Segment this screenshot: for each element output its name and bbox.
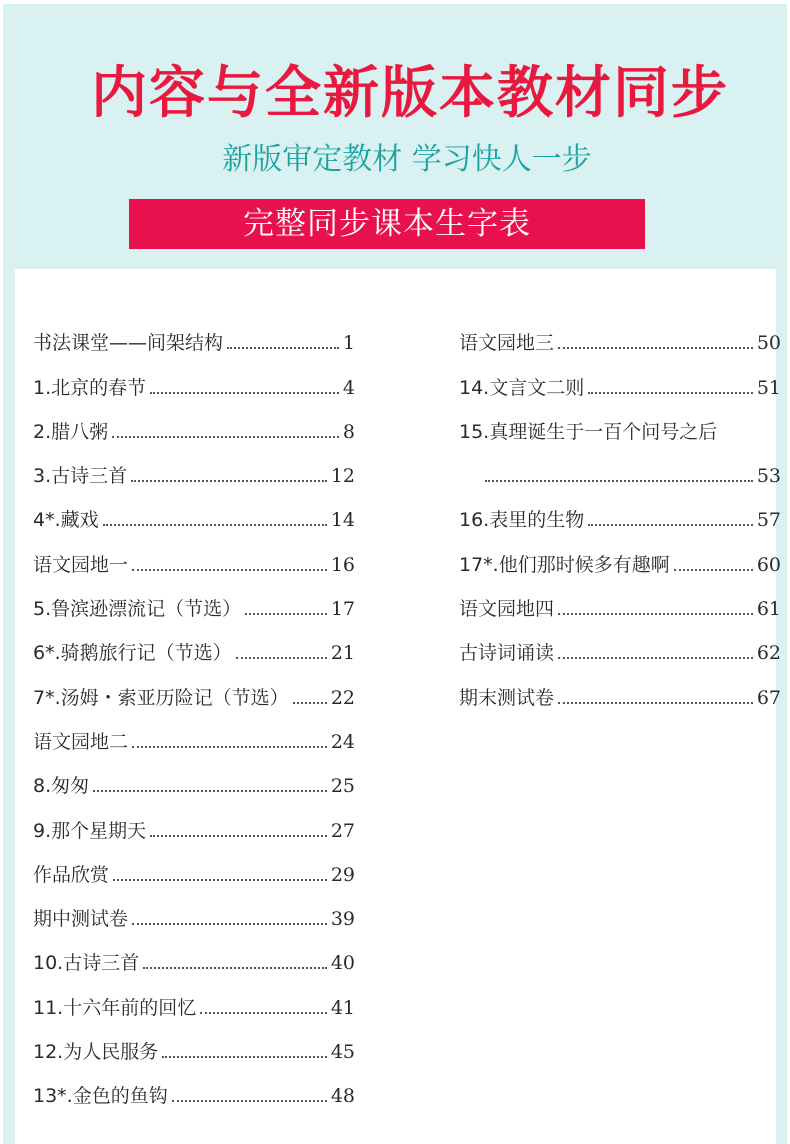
leader-dots [93,789,327,792]
toc-entry-page: 51 [756,376,781,399]
leader-dots [236,656,327,659]
banner: 完整同步课本生字表 [129,199,645,249]
toc-entry-page: 21 [330,642,355,665]
leader-dots [132,922,327,925]
toc-entry-page: 60 [756,553,781,576]
toc-entry-page: 16 [330,553,355,576]
toc-entry-label: 3.古诗三首 [33,465,128,488]
toc-left-column [33,314,355,1111]
toc-entry-label: 语文园地一 [33,553,129,576]
leader-dots [293,701,327,704]
toc-entry-label: 8.匆匆 [33,775,90,798]
toc-entry[interactable] [459,580,781,624]
leader-dots [558,656,753,659]
leader-dots [150,834,327,837]
leader-dots [132,745,327,748]
toc-entry-label: 语文园地二 [33,730,129,753]
toc-entry[interactable] [459,358,781,402]
toc-entry[interactable] [33,535,355,579]
leader-dots [162,1055,327,1058]
toc-entry-label: 12.为人民服务 [33,1041,159,1064]
toc-entry-page: 50 [756,332,781,355]
toc-entry-label: 期末测试卷 [459,686,555,709]
toc-entry-label: 14.文言文二则 [459,376,585,399]
toc-entry[interactable] [33,890,355,934]
toc-entry-page: 17 [330,598,355,621]
toc-entry-page: 67 [756,686,781,709]
toc-entry[interactable] [33,1023,355,1067]
toc-entry-page: 14 [330,509,355,532]
leader-dots [112,435,339,438]
toc-entry-label: 古诗词诵读 [459,642,555,665]
page-subtitle: 新版审定教材 学习快人一步 [222,142,592,177]
leader-dots [245,612,327,615]
toc-entry[interactable] [33,1067,355,1111]
toc-right-column [459,314,781,713]
toc-entry-page: 12 [330,465,355,488]
toc-entry-page: 25 [330,775,355,798]
toc-entry-page: 41 [330,996,355,1019]
leader-dots [150,391,339,394]
toc-entry[interactable] [33,403,355,447]
toc-entry-label: 7*.汤姆・索亚历险记（节选） [33,686,289,709]
toc-entry[interactable] [33,447,355,491]
toc-entry[interactable] [33,580,355,624]
leader-dots [103,523,327,526]
leader-dots [227,346,339,349]
toc-entry-page: 57 [756,509,781,532]
toc-entry-label: 4*.藏戏 [33,509,99,532]
leader-dots [558,612,753,615]
toc-entry-label: 16.表里的生物 [459,509,585,532]
leader-dots [588,523,753,526]
toc-entry-page: 62 [756,642,781,665]
toc-entry[interactable] [33,978,355,1022]
toc-entry-page: 1 [342,332,355,355]
toc-entry[interactable] [459,403,781,447]
toc-entry-page: 29 [330,863,355,886]
page-title: 内容与全新版本教材同步 [91,61,729,126]
toc-entry[interactable] [33,934,355,978]
toc-entry-page: 48 [330,1085,355,1108]
toc-entry-page: 27 [330,819,355,842]
toc-entry-page: 22 [330,686,355,709]
leader-dots [674,568,753,571]
toc-entry-continuation[interactable] [459,447,781,491]
toc-entry[interactable] [459,535,781,579]
leader-dots [200,1011,327,1014]
leader-dots [172,1099,327,1102]
leader-dots [558,701,753,704]
toc-entry-page: 61 [756,598,781,621]
toc-entry-label: 语文园地四 [459,598,555,621]
leader-dots [131,479,327,482]
toc-entry-page: 4 [342,376,355,399]
toc-entry-label: 期中测试卷 [33,908,129,931]
toc-entry[interactable] [33,801,355,845]
toc-entry[interactable] [459,668,781,712]
toc-entry-label: 书法课堂——间架结构 [33,332,224,355]
toc-entry-page: 39 [330,908,355,931]
toc-entry[interactable] [33,713,355,757]
toc-entry-page: 24 [330,730,355,753]
toc-entry-label: 作品欣赏 [33,863,110,886]
toc-entry-page: 8 [342,420,355,443]
toc-entry-label: 2.腊八粥 [33,420,109,443]
toc-entry[interactable] [33,314,355,358]
leader-dots [132,568,327,571]
leader-dots [558,346,753,349]
toc-entry-label: 1.北京的春节 [33,376,147,399]
toc-entry-label: 15.真理诞生于一百个问号之后 [459,420,718,443]
toc-entry[interactable] [459,624,781,668]
leader-dots [588,391,753,394]
toc-entry-label: 11.十六年前的回忆 [33,996,197,1019]
toc-entry[interactable] [459,314,781,358]
toc-entry[interactable] [33,668,355,712]
leader-dots [143,966,327,969]
toc-entry-label: 17*.他们那时候多有趣啊 [459,553,670,576]
toc-entry[interactable] [33,491,355,535]
toc-entry-page: 40 [330,952,355,975]
toc-entry-page: 45 [330,1041,355,1064]
leader-dots [113,878,327,881]
toc-entry-label: 语文园地三 [459,332,555,355]
toc-entry[interactable] [33,757,355,801]
toc-entry-label: 9.那个星期天 [33,819,147,842]
toc-entry-page: 53 [756,465,781,488]
toc-entry[interactable] [33,624,355,668]
toc-entry[interactable] [459,491,781,535]
toc-entry-label: 10.古诗三首 [33,952,140,975]
toc-entry-label: 6*.骑鹅旅行记（节选） [33,642,232,665]
toc-entry-label: 13*.金色的鱼钩 [33,1085,168,1108]
leader-dots [485,479,753,482]
toc-entry-label: 5.鲁滨逊漂流记（节选） [33,598,242,621]
toc-entry[interactable] [33,358,355,402]
top-border [0,0,790,4]
toc-panel [15,269,781,1144]
toc-entry[interactable] [33,846,355,890]
